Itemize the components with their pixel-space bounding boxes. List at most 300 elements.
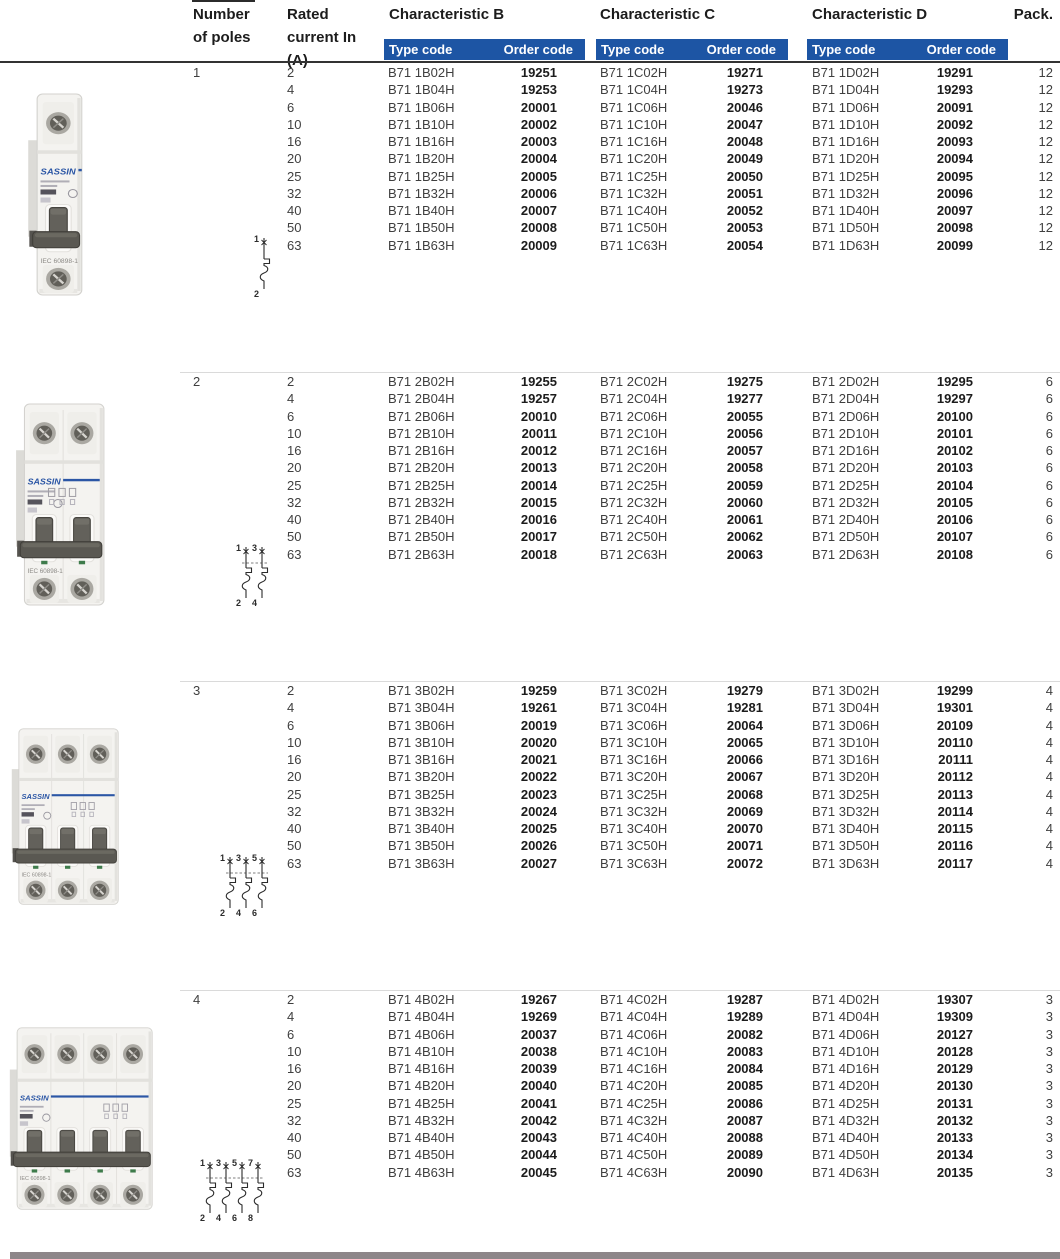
pack-cell: 12 [1038, 65, 1053, 80]
product-image-3-pole-breaker [10, 727, 120, 907]
order-code-cell: 20043 [520, 1130, 557, 1146]
rated-current-cell: 4 [287, 700, 295, 716]
order-code-cell: 20094 [936, 151, 973, 167]
poles-cell [180, 1008, 274, 1025]
poles-cell [180, 1095, 274, 1112]
order-code-cell: 19295 [936, 374, 973, 389]
col-header-characteristic-c: Characteristic C [600, 6, 716, 23]
type-code-cell: B71 2C20H [600, 460, 668, 476]
poles-cell [180, 442, 274, 459]
pack-cell: 12 [1038, 116, 1053, 132]
type-code-cell: B71 2B02H [388, 374, 455, 389]
table-row [180, 390, 1060, 407]
table-row [180, 1060, 1060, 1077]
column-gap [775, 133, 812, 150]
type-code-cell: B71 3D40H [812, 821, 880, 837]
order-code-cell: 20129 [936, 1061, 973, 1077]
column-gap [775, 459, 812, 476]
table-row [180, 64, 1060, 81]
order-code-cell: 20099 [936, 237, 973, 253]
type-code-cell: B71 3D10H [812, 734, 880, 750]
order-code-cell: 20088 [726, 1130, 763, 1146]
type-code-cell: B71 2C25H [600, 477, 668, 493]
type-code-cell: B71 2C04H [600, 391, 668, 407]
table-row [180, 237, 1060, 254]
pack-cell: 12 [1038, 185, 1053, 201]
table-row [180, 546, 1060, 563]
order-code-cell: 20021 [520, 752, 557, 768]
order-code-cell: 20110 [937, 734, 973, 750]
type-code-cell: B71 1C40H [600, 203, 668, 219]
order-code-cell: 19271 [726, 65, 763, 80]
type-code-cell: B71 2B04H [388, 391, 455, 407]
column-gap [569, 768, 600, 785]
type-code-cell: B71 2B25H [388, 477, 455, 493]
type-code-cell: B71 2C02H [600, 374, 668, 389]
order-code-cell: 20133 [936, 1130, 973, 1146]
column-gap [569, 717, 600, 734]
svg-text:2: 2 [236, 598, 242, 608]
table-row [180, 855, 1060, 872]
type-code-header: Type code [601, 42, 665, 57]
poles-cell [180, 1077, 274, 1094]
order-code-cell: 20058 [726, 460, 763, 476]
type-code-cell: B71 2C10H [600, 425, 668, 441]
type-code-cell: B71 3B40H [388, 821, 455, 837]
poles-cell [180, 768, 274, 785]
type-code-cell: B71 2C40H [600, 512, 668, 528]
product-image-2-pole-breaker [14, 402, 106, 608]
rated-current-cell: 63 [287, 237, 302, 253]
column-gap [775, 1164, 812, 1181]
type-code-cell: B71 4D63H [812, 1164, 880, 1180]
type-code-cell: B71 3B50H [388, 838, 455, 854]
svg-text:4: 4 [236, 908, 242, 918]
type-code-cell: B71 1C63H [600, 237, 668, 253]
type-code-cell: B71 1D16H [812, 134, 880, 150]
column-gap [775, 1095, 812, 1112]
rated-current-cell: 2 [287, 374, 295, 389]
pack-cell: 4 [1045, 838, 1053, 854]
order-code-cell: 20086 [726, 1095, 763, 1111]
col-header-line: of poles [193, 29, 251, 46]
col-header-line: Rated [287, 6, 329, 23]
type-code-cell: B71 4D25H [812, 1095, 880, 1111]
table-row [180, 717, 1060, 734]
type-code-cell: B71 4C63H [600, 1164, 668, 1180]
rated-current-cell: 32 [287, 494, 302, 510]
order-code-cell: 20045 [520, 1164, 557, 1180]
order-code-cell: 20006 [520, 185, 557, 201]
svg-text:1: 1 [236, 543, 242, 553]
pack-cell: 4 [1045, 786, 1053, 802]
type-code-cell: B71 2B20H [388, 460, 455, 476]
column-gap [569, 699, 600, 716]
order-code-cell: 20093 [936, 134, 973, 150]
poles-cell [180, 1129, 274, 1146]
table-row [180, 1164, 1060, 1181]
rated-current-cell: 32 [287, 185, 302, 201]
pack-cell: 12 [1038, 237, 1053, 253]
order-code-cell: 20049 [726, 151, 763, 167]
poles-section [180, 681, 1060, 872]
column-gap [775, 1077, 812, 1094]
type-code-cell: B71 4D06H [812, 1026, 880, 1042]
column-gap [569, 185, 600, 202]
pack-cell: 12 [1038, 99, 1053, 115]
table-row [180, 837, 1060, 854]
type-code-cell: B71 1B16H [388, 134, 455, 150]
table-row [180, 425, 1060, 442]
order-code-cell: 20104 [936, 477, 973, 493]
svg-text:IEC 60898-1: IEC 60898-1 [27, 567, 63, 575]
poles-cell [180, 168, 274, 185]
rated-current-cell: 6 [287, 1026, 295, 1042]
type-code-cell: B71 3B20H [388, 769, 455, 785]
column-gap [775, 202, 812, 219]
type-code-header: Type code [812, 42, 876, 57]
order-code-cell: 20012 [520, 443, 557, 459]
type-code-cell: B71 3D06H [812, 717, 880, 733]
order-code-cell: 20060 [726, 494, 763, 510]
order-code-cell: 20083 [726, 1043, 763, 1059]
svg-text:2: 2 [200, 1213, 206, 1223]
type-code-cell: B71 1D02H [812, 65, 880, 80]
poles-cell [180, 477, 274, 494]
type-code-cell: B71 4B04H [388, 1009, 455, 1025]
table-row [180, 150, 1060, 167]
type-code-cell: B71 1D04H [812, 82, 880, 98]
type-code-cell: B71 4C06H [600, 1026, 668, 1042]
column-gap [775, 786, 812, 803]
type-code-cell: B71 3B32H [388, 803, 455, 819]
type-code-cell: B71 2D16H [812, 443, 880, 459]
pack-cell: 12 [1038, 220, 1053, 236]
table-row [180, 185, 1060, 202]
column-gap [775, 1146, 812, 1163]
column-gap [775, 546, 812, 563]
rated-current-cell: 25 [287, 786, 302, 802]
type-code-cell: B71 3B16H [388, 752, 455, 768]
order-code-cell: 19261 [520, 700, 557, 716]
order-code-cell: 19257 [520, 391, 557, 407]
order-code-cell: 19289 [726, 1009, 763, 1025]
order-code-cell: 20062 [726, 529, 763, 545]
order-code-header: Order code [503, 42, 573, 57]
pack-cell: 6 [1045, 443, 1053, 459]
type-code-cell: B71 3D32H [812, 803, 880, 819]
type-code-cell: B71 4C16H [600, 1061, 668, 1077]
rated-current-cell: 16 [287, 443, 302, 459]
column-gap [569, 237, 600, 254]
column-gap [775, 682, 812, 699]
col-header-line: current In [287, 29, 357, 46]
order-code-cell: 20106 [936, 512, 973, 528]
pack-cell: 6 [1045, 374, 1053, 389]
type-code-cell: B71 3D25H [812, 786, 880, 802]
order-code-cell: 20061 [726, 512, 763, 528]
table-row [180, 511, 1060, 528]
order-code-cell: 20103 [936, 460, 973, 476]
type-code-cell: B71 4D50H [812, 1147, 880, 1163]
type-code-cell: B71 1C20H [600, 151, 668, 167]
type-code-cell: B71 2D06H [812, 408, 880, 424]
column-gap [569, 390, 600, 407]
type-code-cell: B71 4C02H [600, 992, 668, 1007]
order-code-cell: 20065 [726, 734, 763, 750]
order-code-cell: 20023 [520, 786, 557, 802]
type-code-cell: B71 4D32H [812, 1112, 880, 1128]
pack-cell: 3 [1045, 1112, 1053, 1128]
column-gap [775, 717, 812, 734]
column-gap [775, 425, 812, 442]
subheader-bar-d [807, 39, 1008, 60]
column-gap [775, 150, 812, 167]
pack-cell: 12 [1038, 151, 1053, 167]
order-code-cell: 20047 [726, 116, 763, 132]
order-code-cell: 19307 [936, 992, 973, 1007]
order-code-header: Order code [926, 42, 996, 57]
type-code-cell: B71 2C50H [600, 529, 668, 545]
rated-current-cell: 4 [287, 1009, 295, 1025]
svg-text:6: 6 [252, 908, 258, 918]
poles-cell [180, 820, 274, 837]
pack-cell: 6 [1045, 512, 1053, 528]
order-code-cell: 20054 [726, 237, 763, 253]
order-code-cell: 20009 [520, 237, 557, 253]
type-code-cell: B71 4D16H [812, 1061, 880, 1077]
type-code-cell: B71 3B04H [388, 700, 455, 716]
pack-cell: 4 [1045, 821, 1053, 837]
poles-cell [180, 390, 274, 407]
order-code-cell: 20128 [936, 1043, 973, 1059]
order-code-cell: 20048 [726, 134, 763, 150]
column-gap [569, 734, 600, 751]
rated-current-cell: 20 [287, 769, 302, 785]
table-row [180, 116, 1060, 133]
poles-cell [180, 699, 274, 716]
type-code-cell: B71 1D10H [812, 116, 880, 132]
poles-cell: 2 [193, 374, 201, 389]
svg-text:IEC 60898-1: IEC 60898-1 [21, 872, 52, 879]
column-gap [775, 991, 812, 1008]
type-code-cell: B71 1D25H [812, 168, 880, 184]
type-code-cell: B71 4D40H [812, 1130, 880, 1146]
pack-cell: 4 [1045, 700, 1053, 716]
type-code-cell: B71 3C04H [600, 700, 668, 716]
column-gap [775, 837, 812, 854]
type-code-cell: B71 2C63H [600, 546, 668, 562]
table-row [180, 768, 1060, 785]
rated-current-cell: 10 [287, 1043, 302, 1059]
type-code-cell: B71 1C10H [600, 116, 668, 132]
svg-text:3: 3 [236, 853, 242, 863]
order-code-cell: 20008 [520, 220, 557, 236]
rated-current-cell: 10 [287, 425, 302, 441]
pole-diagram-1-pole [252, 233, 276, 299]
rated-current-cell: 4 [287, 391, 295, 407]
poles-section [180, 64, 1060, 254]
rated-current-cell: 2 [287, 65, 295, 80]
order-code-cell: 20014 [520, 477, 557, 493]
order-code-cell: 20109 [936, 717, 973, 733]
order-code-cell: 20087 [726, 1112, 763, 1128]
column-gap [775, 99, 812, 116]
top-rule-mark [192, 0, 255, 2]
poles-cell [180, 511, 274, 528]
order-code-cell: 20071 [726, 838, 763, 854]
order-code-cell: 20069 [726, 803, 763, 819]
table-row [180, 133, 1060, 150]
column-gap [775, 1112, 812, 1129]
poles-cell [180, 202, 274, 219]
type-code-cell: B71 1C04H [600, 82, 668, 98]
type-code-cell: B71 4D02H [812, 992, 880, 1007]
type-code-cell: B71 3D16H [812, 752, 880, 768]
column-gap [569, 150, 600, 167]
order-code-cell: 20007 [520, 203, 557, 219]
svg-text:IEC 60898-1: IEC 60898-1 [19, 1176, 51, 1183]
pack-cell: 3 [1045, 1130, 1053, 1146]
order-code-cell: 20082 [726, 1026, 763, 1042]
order-code-cell: 20111 [938, 752, 973, 768]
poles-cell [180, 751, 274, 768]
type-code-cell: B71 4C32H [600, 1112, 668, 1128]
table-row [180, 373, 1060, 390]
order-code-cell: 20127 [936, 1026, 973, 1042]
table-row [180, 1129, 1060, 1146]
order-code-cell: 20056 [726, 425, 763, 441]
type-code-cell: B71 2C32H [600, 494, 668, 510]
table-row [180, 202, 1060, 219]
poles-cell [180, 459, 274, 476]
column-gap [775, 442, 812, 459]
pack-cell: 6 [1045, 391, 1053, 407]
order-code-cell: 20050 [726, 168, 763, 184]
rated-current-cell: 6 [287, 408, 295, 424]
svg-text:4: 4 [216, 1213, 222, 1223]
order-code-cell: 20042 [520, 1112, 557, 1128]
type-code-cell: B71 3C40H [600, 821, 668, 837]
svg-text:2: 2 [254, 289, 260, 299]
order-code-cell: 20015 [520, 494, 557, 510]
order-code-cell: 20020 [520, 734, 557, 750]
order-code-cell: 20027 [520, 855, 557, 871]
svg-text:SASSIN: SASSIN [21, 792, 50, 801]
order-code-cell: 19301 [936, 700, 973, 716]
column-gap [569, 81, 600, 98]
type-code-cell: B71 3C20H [600, 769, 668, 785]
order-code-cell: 19269 [520, 1009, 557, 1025]
order-code-cell: 20089 [726, 1147, 763, 1163]
column-gap [569, 1164, 600, 1181]
column-gap [569, 511, 600, 528]
pack-cell: 6 [1045, 546, 1053, 562]
rated-current-cell: 25 [287, 477, 302, 493]
poles-cell [180, 786, 274, 803]
column-gap [775, 1043, 812, 1060]
type-code-cell: B71 4D20H [812, 1078, 880, 1094]
rated-current-cell: 40 [287, 203, 302, 219]
type-code-cell: B71 4B10H [388, 1043, 455, 1059]
column-gap [569, 373, 600, 390]
column-gap [569, 786, 600, 803]
order-code-cell: 20019 [520, 717, 557, 733]
column-gap [775, 237, 812, 254]
column-gap [775, 1060, 812, 1077]
type-code-cell: B71 3C02H [600, 683, 668, 698]
order-code-cell: 20085 [726, 1078, 763, 1094]
type-code-cell: B71 1C32H [600, 185, 668, 201]
order-code-cell: 20037 [520, 1026, 557, 1042]
poles-cell [180, 425, 274, 442]
rated-current-cell: 50 [287, 838, 302, 854]
column-gap [775, 528, 812, 545]
column-gap [775, 373, 812, 390]
order-code-cell: 20100 [936, 408, 973, 424]
pack-cell: 6 [1045, 529, 1053, 545]
poles-cell: 1 [193, 65, 201, 80]
pack-cell: 4 [1045, 734, 1053, 750]
pack-cell: 4 [1045, 769, 1053, 785]
table-row [180, 477, 1060, 494]
order-code-cell: 20013 [520, 460, 557, 476]
rated-current-cell: 63 [287, 855, 302, 871]
rated-current-cell: 25 [287, 168, 302, 184]
table-row [180, 99, 1060, 116]
type-code-cell: B71 3B02H [388, 683, 455, 698]
order-code-cell: 20135 [936, 1164, 973, 1180]
pack-cell: 3 [1045, 1026, 1053, 1042]
rated-current-cell: 63 [287, 1164, 302, 1180]
order-code-cell: 20002 [520, 116, 557, 132]
poles-cell [180, 1043, 274, 1060]
poles-cell: 3 [193, 683, 201, 698]
type-code-cell: B71 3C63H [600, 855, 668, 871]
order-code-cell: 20026 [520, 838, 557, 854]
order-code-cell: 20064 [726, 717, 763, 733]
column-gap [569, 546, 600, 563]
poles-section [180, 372, 1060, 563]
type-code-cell: B71 1D40H [812, 203, 880, 219]
type-code-cell: B71 2D40H [812, 512, 880, 528]
pack-cell: 12 [1038, 203, 1053, 219]
subheader-bar-b [384, 39, 585, 60]
type-code-cell: B71 1D50H [812, 220, 880, 236]
column-gap [569, 133, 600, 150]
col-header-number-of-poles [193, 3, 251, 49]
rated-current-cell: 16 [287, 752, 302, 768]
table-row [180, 1026, 1060, 1043]
column-gap [775, 477, 812, 494]
order-code-cell: 20134 [936, 1147, 973, 1163]
column-gap [775, 1026, 812, 1043]
pole-diagram-2-pole [234, 542, 274, 608]
type-code-cell: B71 4C10H [600, 1043, 668, 1059]
order-code-cell: 20051 [726, 185, 763, 201]
column-gap [775, 1129, 812, 1146]
type-code-cell: B71 3C25H [600, 786, 668, 802]
column-gap [569, 116, 600, 133]
column-gap [569, 1043, 600, 1060]
column-gap [775, 81, 812, 98]
order-code-cell: 19281 [726, 700, 763, 716]
table-row [180, 820, 1060, 837]
order-code-cell: 20017 [520, 529, 557, 545]
order-code-cell: 19287 [726, 992, 763, 1007]
order-code-cell: 20117 [937, 855, 973, 871]
type-code-cell: B71 1D20H [812, 151, 880, 167]
